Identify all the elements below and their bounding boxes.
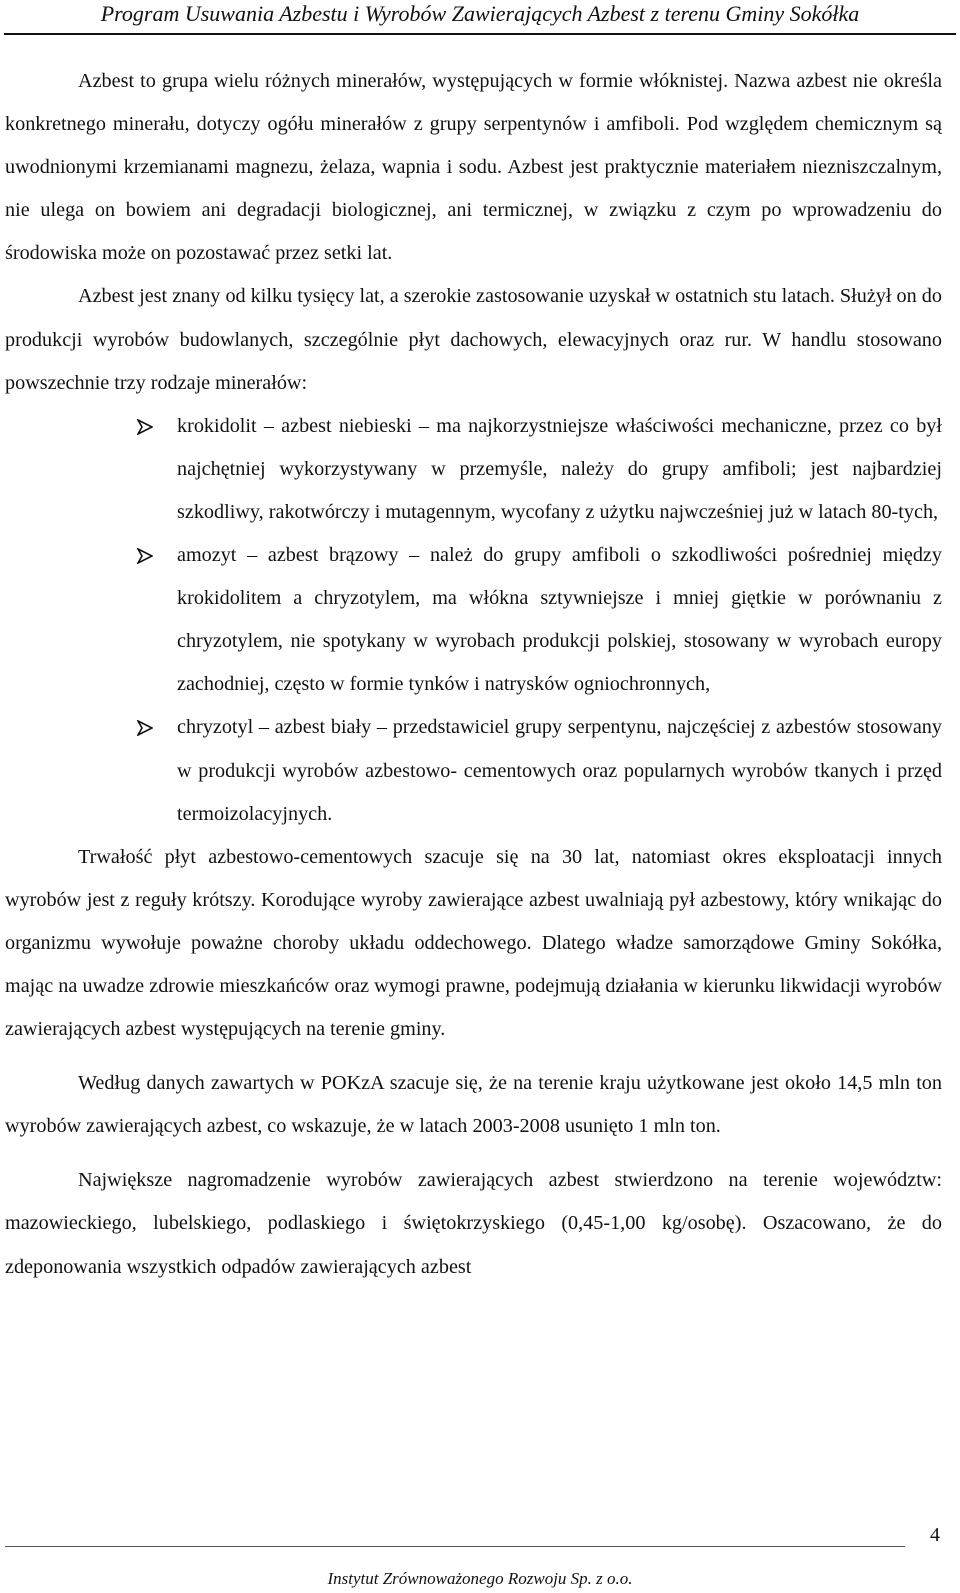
list-item xyxy=(5,706,942,835)
mineral-list xyxy=(5,405,942,836)
footer-institute: Instytut Zrównoważonego Rozwoju Sp. z o.o. xyxy=(327,1569,633,1588)
page-number: 4 xyxy=(930,1524,940,1546)
paragraph-pokza-data: Według danych zawartych w POKzA szacuje się, że na terenie kraju użytkowane jest około 14,5 mln ton wyrobów zawierających azbest, co wskazuje, że w latach 2003-2008 usunięto 1 mln ton. xyxy=(5,1072,942,1138)
paragraph-asbestos-definition: Azbest to grupa wielu różnych minerałów, występujących w formie włóknistej. Nazwa azbest nie określa konkretnego minerału, dotyczy ogółu minerałów z grupy serpentynów i amfiboli. Pod względem chemicznym są uwodnionymi krzemianami magnezu, żelaza, wapnia i sodu. Azbest jest praktycznie materiałem niezniszczalnym, nie ulega on bowiem ani degradacji biologicznej, ani termicznej, w związku z czym po wprowadzeniu do środowiska może on pozostawać przez setki lat. xyxy=(5,70,942,265)
list-item-text: amozyt – azbest brązowy – należ do grupy amfiboli o szkodliwości pośredniej między krokidolitem a chryzotylem, ma włókna sztywniejsze i mniej giętkie w porównaniu z chryzotylem, nie spotykany w wyrobach produkcji polskiej, stosowany w wyrobach europy zachodniej, często w formie tynków i natrysków ogniochronnych, xyxy=(177,544,942,696)
paragraph-regional-accumulation: Największe nagromadzenie wyrobów zawierających azbest stwierdzono na terenie województw: mazowieckiego, lubelskiego, podlaskiego i świętokrzyskiego (0,45-1,00 kg/osobę). Oszacowano, że do zdeponowania wszystkich odpadów zawierających azbest xyxy=(5,1169,942,1278)
footer-rule xyxy=(5,1546,905,1547)
list-item xyxy=(5,534,942,706)
arrowhead-bullet-icon xyxy=(137,706,157,749)
paragraph-durability: Trwałość płyt azbestowo-cementowych szacuje się na 30 lat, natomiast okres eksploatacji innych wyrobów jest z reguły krótszy. Korodujące wyroby zawierające azbest uwalniają pył azbestowy, który wnikając do organizmu wywołuje poważne choroby układu oddechowego. Dlatego władze samorządowe Gminy Sokółka, mając na uwadze zdrowie mieszkańców oraz wymogi prawne, podejmują działania w kierunku likwidacji wyrobów zawierających azbest występujących na terenie gminy. xyxy=(5,845,942,1041)
arrowhead-bullet-icon xyxy=(137,534,157,577)
running-footer xyxy=(0,1568,960,1590)
header-title: Program Usuwania Azbestu i Wyrobów Zawierających Azbest z terenu Gminy Sokółka xyxy=(100,1,860,26)
list-item xyxy=(5,405,942,534)
paragraph-asbestos-history: Azbest jest znany od kilku tysięcy lat, a szerokie zastosowanie uzyskał w ostatnich stu latach. Służył on do produkcji wyrobów budowlanych, szczególnie płyt dachowych, elewacyjnych oraz rur. W handlu stosowano powszechnie trzy rodzaje minerałów: xyxy=(5,285,942,394)
list-item-text: krokidolit – azbest niebieski – ma najkorzystniejsze właściwości mechaniczne, przez co był najchętniej wykorzystywany w przemyśle, należy do grupy amfiboli; jest najbardziej szkodliwy, rakotwórczy i mutagennym, wycofany z użytku najwcześniej już w latach 80-tych, xyxy=(177,414,942,523)
running-header xyxy=(0,0,960,36)
header-rule xyxy=(4,33,956,35)
list-item-text: chryzotyl – azbest biały – przedstawiciel grupy serpentynu, najczęściej z azbestów stosowany w produkcji wyrobów azbestowo- cementowych oraz popularnych wyrobów tkanych i przęd termoizolacyjnych. xyxy=(177,716,942,825)
document-body xyxy=(5,60,942,1289)
arrowhead-bullet-icon xyxy=(137,405,157,448)
